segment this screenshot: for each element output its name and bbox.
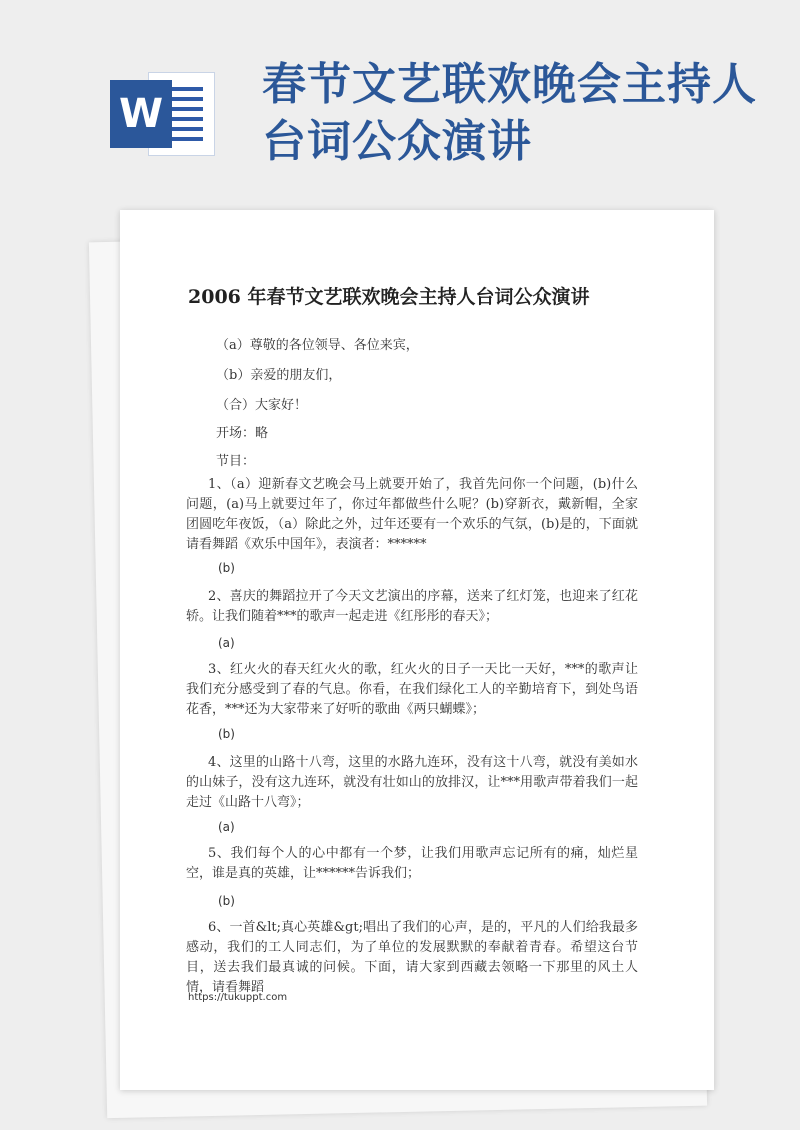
word-logo-badge: W — [110, 80, 172, 148]
speaker-marker: (a) — [218, 820, 235, 834]
speaker-marker: (a) — [218, 636, 235, 650]
document-page — [120, 210, 714, 1090]
program-paragraph: 2、喜庆的舞蹈拉开了今天文艺演出的序幕，送来了红灯笼，也迎来了红花轿。让我们随着***的歌声一起走进《红彤彤的春天》； — [186, 589, 638, 624]
speaker-marker: (b) — [218, 727, 235, 741]
speaker-marker: (b) — [218, 561, 235, 575]
program-label: 节目： — [216, 454, 256, 469]
footer-url: https://tukuppt.com — [188, 992, 288, 1003]
program-paragraph: 6、一首&lt;真心英雄&gt;唱出了我们的心声，是的，平凡的人们给我最多感动，我们的工人同志们，为了单位的发展默默的奉献着青春。希望这台节目，送去我们最真诚的问候。下面，请大家到西藏去领略一下那里的风土人情，请看舞蹈 — [186, 920, 638, 995]
greeting-line: （b）亲爱的朋友们， — [216, 368, 342, 383]
greeting-line: （合）大家好！ — [216, 398, 308, 413]
banner-title: 春节文艺联欢晚会主持人台词公众演讲 — [262, 59, 757, 167]
document-title: 2006 年春节文艺联欢晚会主持人台词公众演讲 — [188, 286, 590, 308]
program-paragraph: 4、这里的山路十八弯，这里的水路九连环，没有这十八弯，就没有美如水的山妹子，没有这九连环，就没有壮如山的放排汉，让***用歌声带着我们一起走过《山路十八弯》； — [186, 755, 638, 810]
program-paragraph: 1、（a）迎新春文艺晚会马上就要开始了，我首先问你一个问题，(b)什么问题，(a)马上就要过年了，你过年都做些什么呢？(b)穿新衣，戴新帽，全家团圆吃年夜饭，（a）除此之外，过年还要有一个欢乐的气氛，(b)是的，下面就请看舞蹈《欢乐中国年》，表演者：****** — [186, 477, 638, 552]
greeting-line: （a）尊敬的各位领导、各位来宾， — [216, 338, 419, 353]
opening-line: 开场：略 — [216, 426, 269, 441]
word-document-icon — [110, 72, 215, 156]
speaker-marker: (b) — [218, 894, 235, 908]
program-paragraph: 3、红火火的春天红火火的歌，红火火的日子一天比一天好，***的歌声让我们充分感受到了春的气息。你看，在我们绿化工人的辛勤培育下，到处鸟语花香，***还为大家带来了好听的歌曲《两只蝴蝶》； — [186, 662, 638, 717]
program-paragraph: 5、我们每个人的心中都有一个梦，让我们用歌声忘记所有的痛，灿烂星空，谁是真的英雄，让******告诉我们； — [186, 846, 638, 881]
